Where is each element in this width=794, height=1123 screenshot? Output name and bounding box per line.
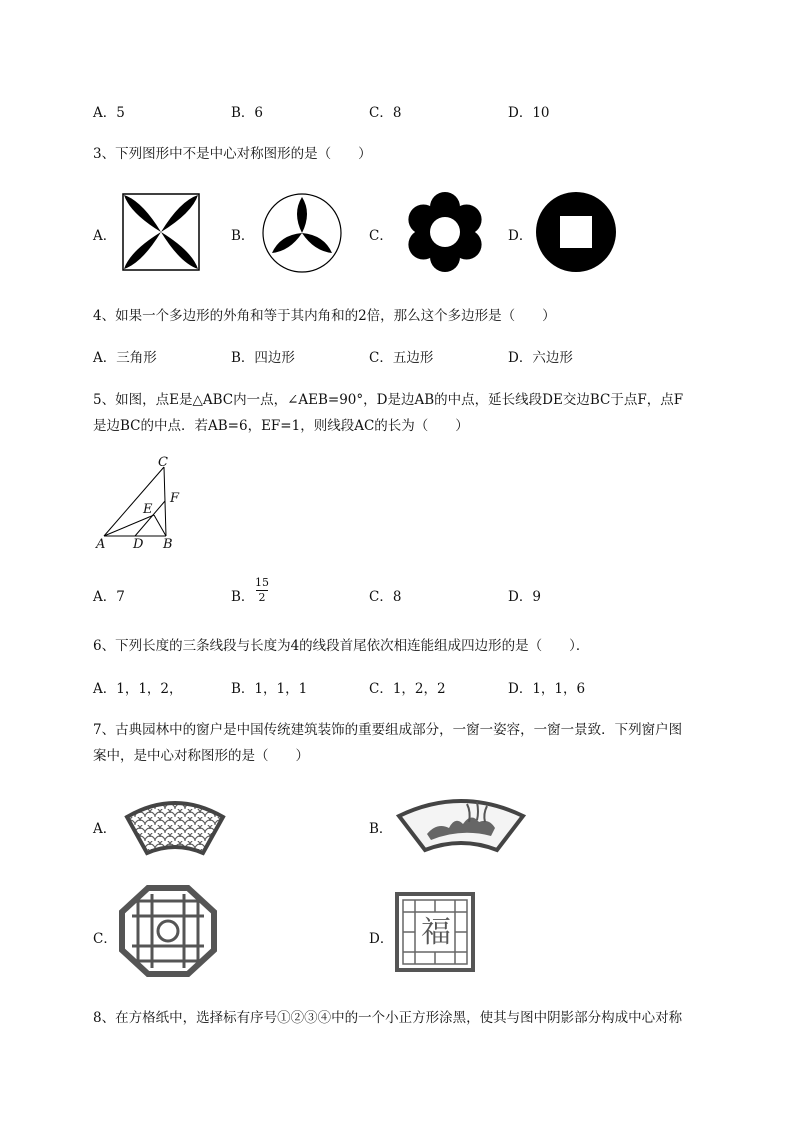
q6-option-a: A．1，1，2， <box>93 681 183 697</box>
q7-window-d-fu-character: 福 <box>421 915 451 950</box>
q3-figure-c-six-petal-flower <box>405 192 485 272</box>
q3-figure-d-coin <box>536 192 616 272</box>
q2-option-c: C．8 <box>369 105 402 121</box>
q7-window-a-fan-lattice <box>125 793 225 857</box>
q5-option-c: C．8 <box>369 589 402 605</box>
q5-label-b: B <box>163 537 173 552</box>
q3-figure-a-four-petals <box>122 193 200 271</box>
fraction-denominator: 2 <box>258 591 266 604</box>
q7-label-d: D． <box>369 931 394 947</box>
q3-label-b: B． <box>231 228 255 244</box>
q4-option-d: D．六边形 <box>508 350 573 366</box>
q3-label-d: D． <box>508 228 533 244</box>
q5-option-b-label: B． <box>231 589 255 605</box>
q3-figure-b-three-blades <box>262 193 342 273</box>
q2-option-d: D．10 <box>508 105 550 121</box>
q6-option-d: D．1，1，6 <box>508 681 586 697</box>
q7-label-c: C． <box>93 931 117 947</box>
q5-label-f: F <box>170 491 180 506</box>
q5-stem-line1: 5、如图，点E是△ABC内一点，∠AEB=90°，D是边AB的中点，延长线段DE交边BC于点F，点F <box>93 392 684 408</box>
q7-window-c-octagon <box>120 886 216 976</box>
q6-stem: 6、下列长度的三条线段与长度为4的线段首尾依次相连能组成四边形的是（ ）． <box>93 638 590 654</box>
q5-option-d: D．9 <box>508 589 541 605</box>
q5-label-e: E <box>143 502 153 517</box>
q7-window-b-fan-landscape <box>397 792 525 854</box>
q4-option-b: B．四边形 <box>231 350 295 366</box>
q6-option-c: C．1，2，2 <box>369 681 446 697</box>
q7-stem-line1: 7、古典园林中的窗户是中国传统建筑装饰的重要组成部分，一窗一姿容，一窗一景致．下列窗户图 <box>93 722 683 738</box>
q3-stem: 3、下列图形中不是中心对称图形的是（ ） <box>93 146 372 162</box>
q3-label-a: A． <box>93 228 117 244</box>
q4-stem: 4、如果一个多边形的外角和等于其内角和的2倍，那么这个多边形是（ ） <box>93 308 556 324</box>
q5-option-a: A．7 <box>93 589 125 605</box>
q8-stem: 8、在方格纸中，选择标有序号①②③④中的一个小正方形涂黑，使其与图中阴影部分构成中心对称 <box>93 1010 683 1026</box>
q5-label-a: A <box>96 537 106 552</box>
fraction-numerator: 15 <box>255 576 269 589</box>
q5-label-c: C <box>158 455 168 470</box>
q4-option-c: C．五边形 <box>369 350 434 366</box>
q7-stem-line2: 案中，是中心对称图形的是（ ） <box>93 748 309 764</box>
q6-option-b: B．1，1，1 <box>231 681 308 697</box>
q2-option-b: B．6 <box>231 105 264 121</box>
q7-label-a: A． <box>93 821 117 837</box>
q2-option-a: A．5 <box>93 105 125 121</box>
q7-label-b: B． <box>369 821 393 837</box>
q5-stem-line2: 是边BC的中点．若AB=6，EF=1，则线段AC的长为（ ） <box>93 418 469 434</box>
q5-label-d: D <box>133 537 144 552</box>
q3-label-c: C． <box>369 228 393 244</box>
q5-option-b-fraction <box>255 577 269 604</box>
q4-option-a: A．三角形 <box>93 350 157 366</box>
